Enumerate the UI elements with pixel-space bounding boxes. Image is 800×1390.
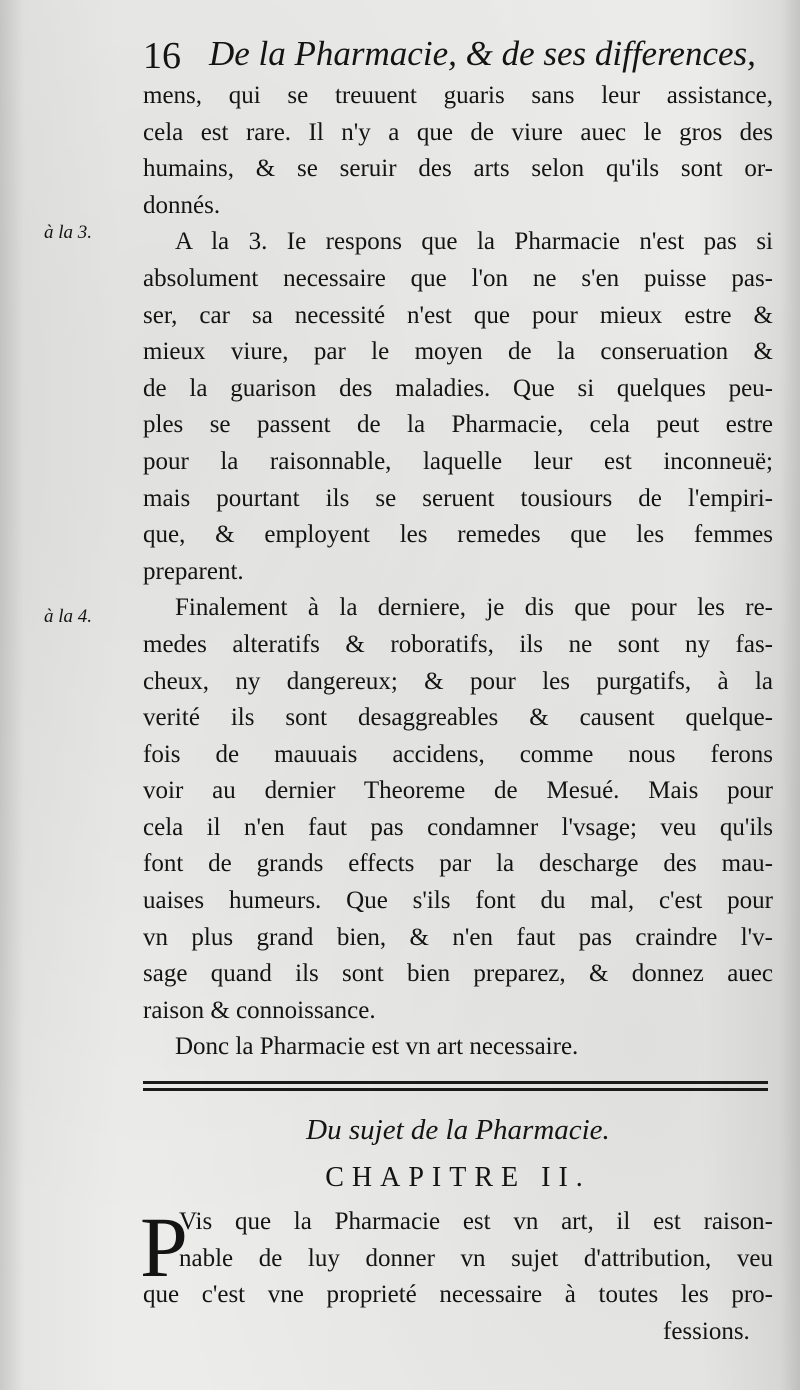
body-line: mieux viure, par le moyen de la conseruation & xyxy=(143,338,773,366)
body-line: verité ils sont desaggreables & causent quelque- xyxy=(143,704,773,732)
drop-cap: P xyxy=(140,1199,188,1295)
body-line: absolument necessaire que l'on ne s'en puisse pas- xyxy=(143,264,773,292)
margin-note-a-la-4: à la 4. xyxy=(44,606,93,627)
body-line: fois de mauuais accidens, comme nous ferons xyxy=(143,740,773,768)
body-line: cela il n'en faut pas condamner l'vsage; veu qu'ils xyxy=(143,813,773,841)
section-title: Du sujet de la Pharmacie. xyxy=(306,1114,610,1146)
chapter-line: fessions. xyxy=(663,1317,750,1345)
body-text xyxy=(143,78,773,1066)
chapter-heading: CHAPITRE II. xyxy=(325,1162,591,1193)
body-line: que, & employent les remedes que les femmes xyxy=(143,521,773,549)
chapter-line: que c'est vne proprieté necessaire à toutes les pro- xyxy=(143,1281,773,1309)
running-head-title: De la Pharmacie, & de ses differences, xyxy=(209,34,756,73)
body-line: humains, & se seruir des arts selon qu'ils sont or- xyxy=(143,155,773,183)
body-line: cheux, ny dangereux; & pour les purgatifs, à la xyxy=(143,667,773,695)
body-line: preparent. xyxy=(143,557,244,585)
margin-note-a-la-3: à la 3. xyxy=(44,222,93,243)
chapter-text xyxy=(143,1204,773,1350)
body-line: raison & connoissance. xyxy=(143,996,376,1024)
page-number: 16 xyxy=(143,35,181,77)
body-line: pour la raisonnable, laquelle leur est inconneuë; xyxy=(143,447,773,475)
body-line: font de grands effects par la descharge des mau- xyxy=(143,850,773,878)
body-line: medes alteratifs & roboratifs, ils ne sont ny fas- xyxy=(143,630,773,658)
body-line: voir au dernier Theoreme de Mesué. Mais pour xyxy=(143,777,773,805)
body-line: A la 3. Ie respons que la Pharmacie n'est pas si xyxy=(175,228,773,256)
body-line: ples se passent de la Pharmacie, cela peut estre xyxy=(143,411,773,439)
chapter-line: nable de luy donner vn sujet d'attribution, veu xyxy=(179,1244,773,1272)
body-line: Finalement à la derniere, je dis que pour les re- xyxy=(175,594,773,622)
chapter-line: Vis que la Pharmacie est vn art, il est raison- xyxy=(179,1208,773,1235)
body-line: uaises humeurs. Que s'ils font du mal, c'est pour xyxy=(143,887,773,915)
body-line: mais pourtant ils se seruent tousiours de l'empiri- xyxy=(143,484,773,512)
body-line: de la guarison des maladies. Que si quelques peu- xyxy=(143,374,773,402)
body-line: sage quand ils sont bien preparez, & donnez auec xyxy=(143,960,773,988)
body-line: donnés. xyxy=(143,191,221,219)
body-line: vn plus grand bien, & n'en faut pas craindre l'v- xyxy=(143,923,773,951)
body-line: Donc la Pharmacie est vn art necessaire. xyxy=(175,1033,579,1061)
body-line: cela est rare. Il n'y a que de viure auec le gros des xyxy=(143,118,773,146)
body-line: mens, qui se treuuent guaris sans leur assistance, xyxy=(143,82,773,109)
body-line: ser, car sa necessité n'est que pour mieux estre & xyxy=(143,301,773,329)
section-divider-rule xyxy=(143,1081,768,1091)
